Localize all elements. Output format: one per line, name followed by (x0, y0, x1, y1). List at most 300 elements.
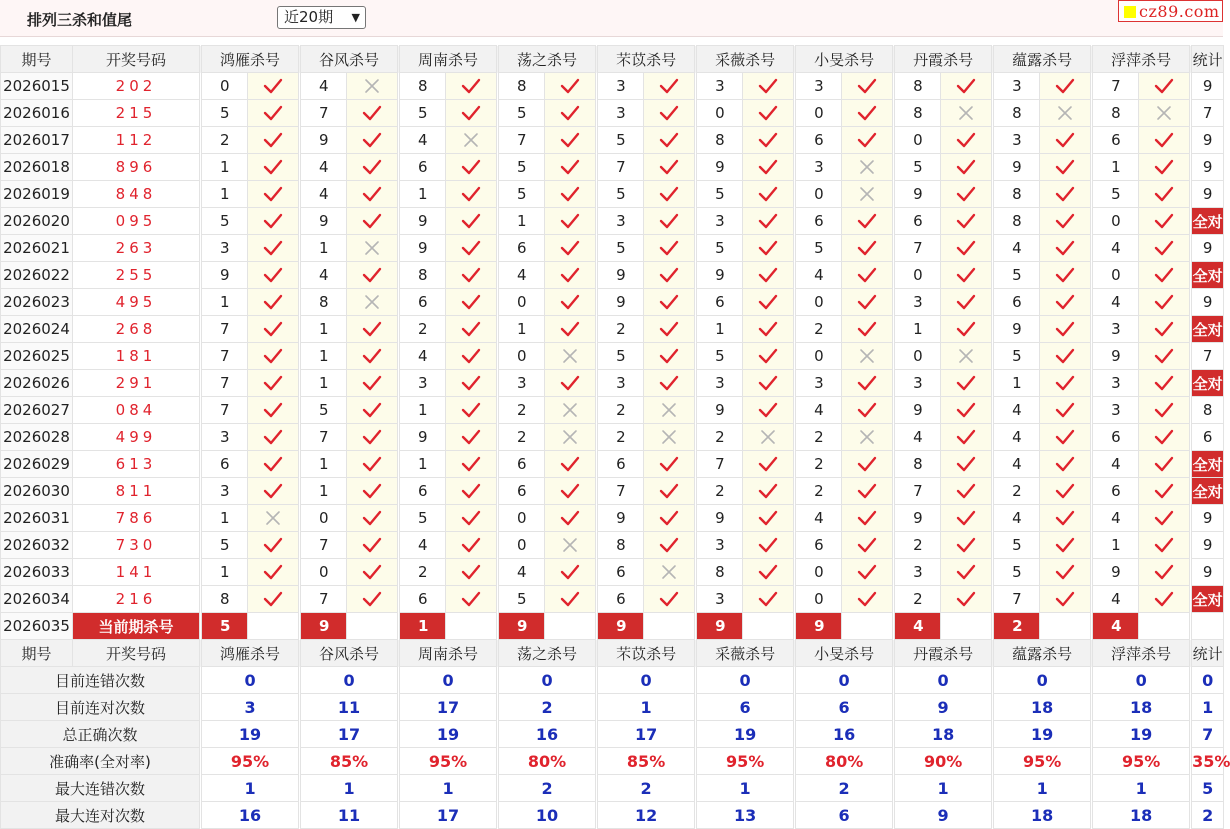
kill-number-cell: 1 (1093, 532, 1139, 559)
check-icon (941, 208, 992, 235)
stats-value: 18 (1093, 694, 1190, 721)
kill-number-cell: 7 (1093, 73, 1139, 100)
kill-number-cell: 6 (202, 451, 248, 478)
kill-number-cell: 1 (202, 559, 248, 586)
check-icon (941, 370, 992, 397)
kill-number-cell: 3 (697, 370, 743, 397)
check-icon (248, 370, 299, 397)
check-icon (1040, 343, 1091, 370)
stats-total: 0 (1192, 667, 1224, 694)
all-correct-badge: 全对 (1192, 478, 1224, 505)
kill-number-cell: 2 (895, 586, 941, 613)
period-cell: 2026030 (1, 478, 73, 505)
stats-value: 18 (994, 802, 1091, 829)
stats-row (1, 694, 1224, 721)
stats-value: 2 (796, 775, 893, 802)
kill-number-cell: 3 (994, 127, 1040, 154)
stats-value: 95% (697, 748, 794, 775)
cross-icon (842, 154, 893, 181)
check-icon (347, 343, 398, 370)
current-kill-blank (941, 613, 992, 640)
stats-value: 0 (301, 667, 398, 694)
draw-number-cell: 291 (73, 370, 200, 397)
check-icon (248, 316, 299, 343)
check-icon (842, 208, 893, 235)
stats-row (1, 802, 1224, 829)
check-icon (941, 73, 992, 100)
check-icon (743, 370, 794, 397)
kill-number-cell: 6 (400, 478, 446, 505)
kill-number-cell: 4 (994, 397, 1040, 424)
check-icon (941, 451, 992, 478)
check-icon (1139, 235, 1190, 262)
kill-number-cell: 8 (895, 100, 941, 127)
check-icon (446, 181, 497, 208)
kill-number-cell: 4 (1093, 451, 1139, 478)
kill-number-cell: 3 (598, 100, 644, 127)
check-icon (248, 208, 299, 235)
cross-icon (644, 397, 695, 424)
check-icon (644, 154, 695, 181)
check-icon (941, 559, 992, 586)
check-icon (1040, 208, 1091, 235)
all-correct-badge: 全对 (1192, 451, 1224, 478)
kill-number-cell: 9 (598, 289, 644, 316)
kill-number-cell: 0 (796, 343, 842, 370)
kill-number-cell: 5 (994, 262, 1040, 289)
check-icon (1139, 586, 1190, 613)
table-row (1, 100, 1224, 127)
check-icon (842, 397, 893, 424)
kill-number-cell: 2 (499, 397, 545, 424)
kill-number-cell: 7 (202, 397, 248, 424)
stats-row (1, 775, 1224, 802)
kill-number-cell: 9 (202, 262, 248, 289)
check-icon (347, 100, 398, 127)
stats-value: 0 (796, 667, 893, 694)
header-row (1, 640, 1224, 667)
check-icon (644, 208, 695, 235)
kill-number-cell: 3 (1093, 316, 1139, 343)
stats-value: 1 (301, 775, 398, 802)
cross-icon (347, 73, 398, 100)
check-icon (248, 397, 299, 424)
kill-number-cell: 4 (895, 424, 941, 451)
check-icon (1040, 478, 1091, 505)
column-header-expert: 荡之杀号 (499, 46, 596, 73)
check-icon (446, 100, 497, 127)
current-kill-blank (644, 613, 695, 640)
check-icon (1040, 586, 1091, 613)
kill-number-cell: 0 (1093, 208, 1139, 235)
kill-number-cell: 9 (697, 262, 743, 289)
check-icon (347, 397, 398, 424)
check-icon (644, 316, 695, 343)
period-cell: 2026023 (1, 289, 73, 316)
stats-total: 7 (1192, 721, 1224, 748)
kill-number-cell: 5 (301, 397, 347, 424)
check-icon (1040, 262, 1091, 289)
cross-icon (941, 100, 992, 127)
stats-value: 2 (499, 694, 596, 721)
check-icon (644, 100, 695, 127)
draw-number-cell: 848 (73, 181, 200, 208)
stats-value: 6 (796, 802, 893, 829)
check-icon (743, 343, 794, 370)
check-icon (347, 478, 398, 505)
kill-number-cell: 6 (400, 154, 446, 181)
column-header-expert: 小旻杀号 (796, 46, 893, 73)
check-icon (446, 424, 497, 451)
kill-number-cell: 0 (697, 100, 743, 127)
kill-number-cell: 4 (994, 451, 1040, 478)
column-header-expert: 采薇杀号 (697, 640, 794, 667)
check-icon (743, 532, 794, 559)
stat-cell: 9 (1192, 73, 1224, 100)
current-kill-blank (248, 613, 299, 640)
kill-number-cell: 6 (400, 586, 446, 613)
current-kill-blank (743, 613, 794, 640)
kill-number-cell: 5 (499, 154, 545, 181)
check-icon (1139, 424, 1190, 451)
check-icon (1139, 397, 1190, 424)
current-kill-blank (842, 613, 893, 640)
check-icon (1139, 208, 1190, 235)
check-icon (941, 586, 992, 613)
draw-number-cell: 084 (73, 397, 200, 424)
kill-number-cell: 1 (301, 316, 347, 343)
draw-number-cell: 495 (73, 289, 200, 316)
kill-number-cell: 9 (895, 505, 941, 532)
check-icon (446, 505, 497, 532)
kill-number-cell: 1 (400, 451, 446, 478)
kill-number-cell: 5 (598, 181, 644, 208)
kill-number-cell: 3 (202, 424, 248, 451)
table-row (1, 262, 1224, 289)
cross-icon (446, 127, 497, 154)
kill-number-cell: 8 (1093, 100, 1139, 127)
check-icon (842, 532, 893, 559)
kill-number-cell: 3 (895, 370, 941, 397)
stats-value: 16 (796, 721, 893, 748)
column-header-expert: 浮萍杀号 (1093, 640, 1190, 667)
check-icon (644, 451, 695, 478)
kill-number-cell: 5 (994, 559, 1040, 586)
kill-number-cell: 5 (598, 127, 644, 154)
table-row (1, 370, 1224, 397)
check-icon (446, 343, 497, 370)
check-icon (545, 235, 596, 262)
current-kill-number: 9 (598, 613, 644, 640)
column-header-expert: 鸿雁杀号 (202, 640, 299, 667)
kill-number-cell: 5 (994, 532, 1040, 559)
kill-number-cell: 5 (697, 235, 743, 262)
draw-number-cell: 215 (73, 100, 200, 127)
table-row (1, 316, 1224, 343)
kill-number-cell: 1 (301, 343, 347, 370)
check-icon (644, 181, 695, 208)
kill-number-cell: 1 (202, 154, 248, 181)
kill-number-cell: 4 (994, 505, 1040, 532)
check-icon (743, 127, 794, 154)
stats-value: 17 (598, 721, 695, 748)
check-icon (842, 262, 893, 289)
stats-label: 目前连对次数 (1, 694, 200, 721)
period-cell: 2026025 (1, 343, 73, 370)
kill-number-cell: 3 (796, 370, 842, 397)
stat-cell: 9 (1192, 154, 1224, 181)
check-icon (644, 478, 695, 505)
table-row (1, 208, 1224, 235)
stat-cell: 8 (1192, 397, 1224, 424)
check-icon (545, 289, 596, 316)
cross-icon (545, 424, 596, 451)
check-icon (1139, 478, 1190, 505)
period-cell: 2026016 (1, 100, 73, 127)
all-correct-badge: 全对 (1192, 316, 1224, 343)
kill-number-cell: 6 (598, 559, 644, 586)
kill-number-cell: 2 (697, 424, 743, 451)
check-icon (545, 586, 596, 613)
check-icon (347, 262, 398, 289)
stats-value: 0 (994, 667, 1091, 694)
check-icon (743, 100, 794, 127)
check-icon (248, 289, 299, 316)
kill-number-cell: 9 (400, 424, 446, 451)
period-cell: 2026017 (1, 127, 73, 154)
draw-number-cell: 095 (73, 208, 200, 235)
check-icon (347, 316, 398, 343)
cross-icon (941, 343, 992, 370)
draw-number-cell: 255 (73, 262, 200, 289)
cross-icon (545, 397, 596, 424)
stats-value: 19 (994, 721, 1091, 748)
check-icon (1139, 73, 1190, 100)
check-icon (842, 559, 893, 586)
kill-number-cell: 1 (1093, 154, 1139, 181)
check-icon (644, 289, 695, 316)
current-kill-number: 9 (697, 613, 743, 640)
stat-cell: 9 (1192, 181, 1224, 208)
kill-number-cell: 1 (400, 181, 446, 208)
check-icon (1139, 343, 1190, 370)
check-icon (842, 73, 893, 100)
check-icon (545, 262, 596, 289)
kill-number-cell: 0 (796, 289, 842, 316)
current-kill-blank (347, 613, 398, 640)
period-cell: 2026020 (1, 208, 73, 235)
stats-value: 18 (895, 721, 992, 748)
stats-value: 2 (598, 775, 695, 802)
check-icon (248, 532, 299, 559)
column-header-expert: 谷风杀号 (301, 46, 398, 73)
stats-value: 1 (202, 775, 299, 802)
check-icon (644, 127, 695, 154)
period-cell: 2026018 (1, 154, 73, 181)
check-icon (1139, 505, 1190, 532)
stat-cell: 9 (1192, 505, 1224, 532)
draw-number-cell: 202 (73, 73, 200, 100)
kill-number-cell: 9 (895, 397, 941, 424)
check-icon (347, 127, 398, 154)
check-icon (446, 73, 497, 100)
check-icon (941, 532, 992, 559)
kill-number-cell: 6 (400, 289, 446, 316)
all-correct-badge: 全对 (1192, 370, 1224, 397)
kill-number-cell: 1 (697, 316, 743, 343)
kill-number-cell: 0 (202, 73, 248, 100)
brand-logo[interactable] (1118, 0, 1223, 22)
column-header-expert: 周南杀号 (400, 46, 497, 73)
kill-number-cell: 9 (895, 181, 941, 208)
check-icon (1040, 451, 1091, 478)
check-icon (842, 478, 893, 505)
check-icon (1040, 127, 1091, 154)
kill-number-cell: 7 (895, 478, 941, 505)
kill-number-cell: 3 (598, 208, 644, 235)
kill-number-cell: 6 (1093, 424, 1139, 451)
kill-number-cell: 8 (994, 100, 1040, 127)
check-icon (446, 316, 497, 343)
period-cell: 2026024 (1, 316, 73, 343)
kill-number-cell: 3 (796, 73, 842, 100)
cross-icon (545, 532, 596, 559)
kill-number-cell: 2 (499, 424, 545, 451)
stats-value: 19 (202, 721, 299, 748)
kill-number-cell: 1 (994, 370, 1040, 397)
kill-number-cell: 5 (499, 181, 545, 208)
draw-number-cell: 263 (73, 235, 200, 262)
check-icon (545, 559, 596, 586)
check-icon (941, 397, 992, 424)
kill-number-cell: 1 (202, 289, 248, 316)
kill-number-cell: 5 (697, 343, 743, 370)
column-header-expert: 周南杀号 (400, 640, 497, 667)
check-icon (347, 424, 398, 451)
check-icon (1139, 532, 1190, 559)
table-row (1, 451, 1224, 478)
check-icon (941, 289, 992, 316)
period-cell: 2026031 (1, 505, 73, 532)
kill-number-cell: 2 (697, 478, 743, 505)
cross-icon (644, 559, 695, 586)
kill-number-cell: 6 (499, 451, 545, 478)
check-icon (1040, 289, 1091, 316)
column-header-period: 期号 (1, 46, 73, 73)
check-icon (248, 127, 299, 154)
stats-label: 最大连对次数 (1, 802, 200, 829)
column-header-expert: 谷风杀号 (301, 640, 398, 667)
check-icon (743, 586, 794, 613)
check-icon (248, 154, 299, 181)
top-bar (0, 0, 1223, 37)
check-icon (248, 424, 299, 451)
kill-number-cell: 1 (301, 235, 347, 262)
check-icon (347, 505, 398, 532)
check-icon (347, 451, 398, 478)
kill-number-cell: 3 (202, 478, 248, 505)
check-icon (1139, 289, 1190, 316)
stats-value: 6 (697, 694, 794, 721)
check-icon (644, 262, 695, 289)
kill-number-cell: 2 (400, 559, 446, 586)
cross-icon (347, 235, 398, 262)
kill-number-cell: 0 (895, 127, 941, 154)
table-row (1, 289, 1224, 316)
draw-number-cell: 181 (73, 343, 200, 370)
table-row (1, 397, 1224, 424)
stats-value: 1 (1093, 775, 1190, 802)
check-icon (446, 451, 497, 478)
kill-number-cell: 4 (400, 343, 446, 370)
draw-number-cell: 811 (73, 478, 200, 505)
kill-number-cell: 2 (895, 532, 941, 559)
kill-number-cell: 9 (697, 154, 743, 181)
check-icon (743, 73, 794, 100)
check-icon (1040, 559, 1091, 586)
stats-value: 95% (400, 748, 497, 775)
table-row (1, 478, 1224, 505)
stats-value: 85% (598, 748, 695, 775)
stats-value: 95% (1093, 748, 1190, 775)
kill-number-cell: 1 (895, 316, 941, 343)
column-header-expert: 蕴露杀号 (994, 640, 1091, 667)
kill-number-cell: 4 (796, 262, 842, 289)
check-icon (743, 451, 794, 478)
current-kill-number: 4 (895, 613, 941, 640)
check-icon (842, 289, 893, 316)
kill-number-cell: 3 (796, 154, 842, 181)
kill-number-cell: 6 (598, 451, 644, 478)
stats-value: 9 (895, 802, 992, 829)
stat-cell: 6 (1192, 424, 1224, 451)
kill-number-cell: 4 (796, 397, 842, 424)
chevron-down-icon: ▼ (351, 11, 360, 24)
check-icon (644, 505, 695, 532)
kill-number-cell: 2 (598, 424, 644, 451)
stats-row (1, 721, 1224, 748)
stats-value: 19 (697, 721, 794, 748)
check-icon (446, 208, 497, 235)
kill-number-cell: 6 (697, 289, 743, 316)
current-kill-blank (446, 613, 497, 640)
check-icon (941, 505, 992, 532)
draw-number-cell: 112 (73, 127, 200, 154)
check-icon (941, 127, 992, 154)
column-header-expert: 丹霞杀号 (895, 640, 992, 667)
kill-number-cell: 3 (598, 73, 644, 100)
kill-number-cell: 5 (1093, 181, 1139, 208)
check-icon (545, 181, 596, 208)
table-row (1, 343, 1224, 370)
kill-number-cell: 3 (697, 73, 743, 100)
kill-number-cell: 7 (697, 451, 743, 478)
draw-number-cell: 896 (73, 154, 200, 181)
column-header-expert: 荡之杀号 (499, 640, 596, 667)
cross-icon (347, 289, 398, 316)
cross-icon (644, 424, 695, 451)
current-kill-number: 9 (499, 613, 545, 640)
kill-number-cell: 5 (499, 586, 545, 613)
kill-number-cell: 3 (697, 208, 743, 235)
range-select-value: 近20期 (284, 8, 334, 26)
check-icon (545, 451, 596, 478)
logo-square-icon (1124, 6, 1136, 18)
range-select[interactable] (277, 6, 366, 29)
kill-number-cell: 8 (202, 586, 248, 613)
draw-number-cell: 499 (73, 424, 200, 451)
stat-cell: 9 (1192, 235, 1224, 262)
